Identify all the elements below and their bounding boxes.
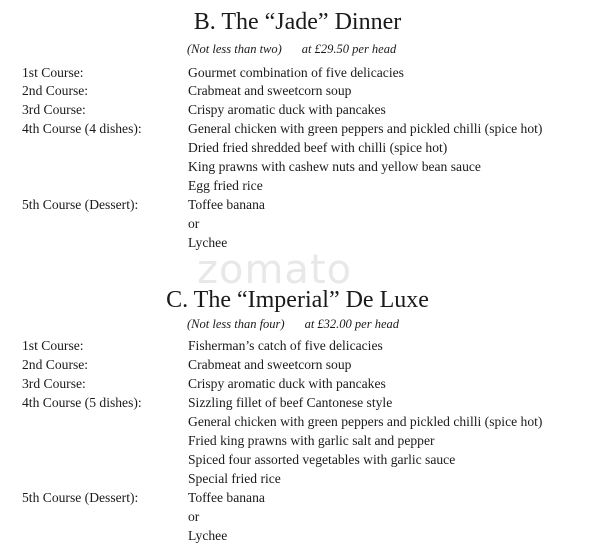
dish-item: or [188, 216, 200, 231]
course-label: 1st Course: [22, 338, 84, 353]
dish-item: Fried king prawns with garlic salt and pepper [188, 433, 435, 448]
dish-item: Egg fried rice [188, 178, 263, 193]
dish-item: Lychee [188, 235, 228, 250]
dish-item: Dried fried shredded beef with chilli (spice hot) [188, 140, 448, 155]
dish-item: Spiced four assorted vegetables with garlic sauce [188, 452, 456, 467]
dish-item: Crabmeat and sweetcorn soup [188, 83, 352, 98]
dish-item: General chicken with green peppers and pickled chilli (spice hot) [188, 414, 543, 429]
dish-item: Crispy aromatic duck with pancakes [188, 102, 386, 117]
dish-item: King prawns with cashew nuts and yellow bean sauce [188, 159, 481, 174]
price-per-head: at £32.00 per head [304, 317, 400, 331]
dish-item: Sizzling fillet of beef Cantonese style [188, 395, 393, 410]
dish-item: General chicken with green peppers and pickled chilli (spice hot) [188, 121, 543, 136]
dish-item: Gourmet combination of five delicacies [188, 65, 404, 80]
course-label: 2nd Course: [22, 83, 89, 98]
course-label: 5th Course (Dessert): [22, 490, 139, 505]
course-label: 4th Course (4 dishes): [22, 121, 142, 136]
course-label: 3rd Course: [22, 102, 86, 117]
course-label: 2nd Course: [22, 357, 89, 372]
menu-title: C. The “Imperial” De Luxe [166, 287, 429, 313]
dish-item: Lychee [188, 528, 228, 543]
dish-item: Toffee banana [188, 490, 265, 505]
menu-subtitle [187, 316, 399, 332]
zomato-watermark: zomato [197, 247, 353, 293]
price-per-head: at £29.50 per head [301, 42, 397, 56]
dish-item: Crispy aromatic duck with pancakes [188, 376, 386, 391]
course-label: 3rd Course: [22, 376, 86, 391]
dish-item: Fisherman’s catch of five delicacies [188, 338, 383, 353]
minimum-guests: (Not less than two) [187, 42, 282, 56]
menu-title: B. The “Jade” Dinner [193, 9, 402, 35]
course-label: 4th Course (5 dishes): [22, 395, 142, 410]
minimum-guests: (Not less than four) [187, 317, 285, 331]
dish-item: Crabmeat and sweetcorn soup [188, 357, 352, 372]
menu-subtitle [187, 41, 396, 57]
dish-item: or [188, 509, 200, 524]
course-label: 1st Course: [22, 65, 84, 80]
dish-item: Special fried rice [188, 471, 281, 486]
dish-item: Toffee banana [188, 197, 265, 212]
course-label: 5th Course (Dessert): [22, 197, 139, 212]
